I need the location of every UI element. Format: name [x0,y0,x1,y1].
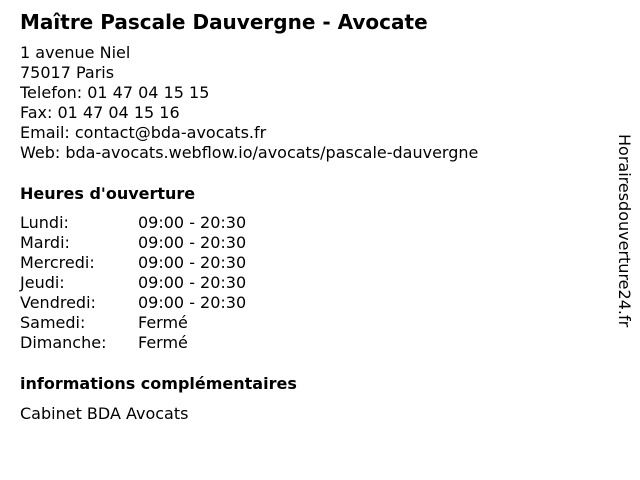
day-label: Vendredi: [20,293,96,312]
contact-block [20,43,478,163]
day-label: Samedi: [20,313,86,332]
address-city: 75017 Paris [20,63,115,82]
additional-info-text: Cabinet BDA Avocats [20,404,189,423]
time-value: Fermé [138,313,188,332]
additional-info-heading: informations complémentaires [20,374,297,393]
time-value: 09:00 - 20:30 [138,273,247,292]
email-address: Email: contact@bda-avocats.fr [20,123,267,142]
day-label: Mercredi: [20,253,95,272]
time-value: 09:00 - 20:30 [138,213,247,232]
day-label: Lundi: [20,213,69,232]
time-value: 09:00 - 20:30 [138,233,247,252]
day-label: Jeudi: [20,273,65,292]
time-value: 09:00 - 20:30 [138,253,247,272]
time-value: Fermé [138,333,188,352]
day-label: Mardi: [20,233,70,252]
day-label: Dimanche: [20,333,107,352]
phone-number: Telefon: 01 47 04 15 15 [20,83,210,102]
address-street: 1 avenue Niel [20,43,131,62]
website-url: Web: bda-avocats.webflow.io/avocats/pascale-dauvergne [20,143,479,162]
fax-number: Fax: 01 47 04 15 16 [20,103,180,122]
time-value: 09:00 - 20:30 [138,293,247,312]
opening-hours-heading: Heures d'ouverture [20,184,196,203]
site-watermark: Horairesdouverture24.fr [615,134,634,328]
page-title: Maître Pascale Dauvergne - Avocate [20,10,428,34]
